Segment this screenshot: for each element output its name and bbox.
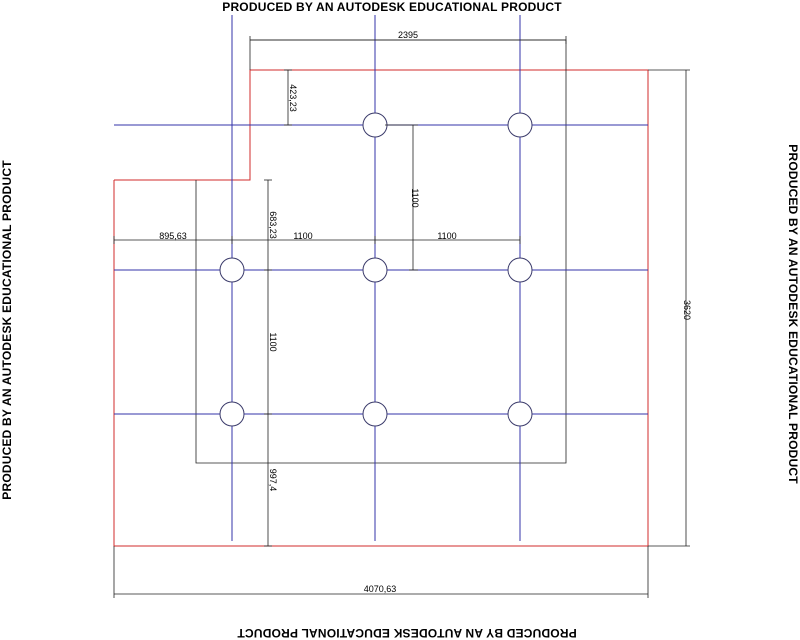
- watermark-bottom: PRODUCED BY AN AUTODESK EDUCATIONAL PRODUCT: [237, 626, 577, 640]
- dim-label-1100-a: 1100: [293, 231, 313, 241]
- dim-top-width: [250, 30, 566, 70]
- dim-label-1100-b: 1100: [437, 231, 457, 241]
- hole-8: [508, 402, 532, 426]
- dim-label-895: 895,63: [159, 231, 187, 241]
- dim-total-width: [114, 546, 648, 598]
- dim-label-4070: 4070,63: [363, 584, 397, 594]
- dim-label-1100-upper: 1100: [410, 188, 420, 208]
- dim-horizontal-row: [114, 231, 520, 244]
- watermark-top: PRODUCED BY AN AUTODESK EDUCATIONAL PRODUCT: [222, 0, 562, 14]
- hole-5: [508, 258, 532, 282]
- dim-bottom-offset: [264, 414, 278, 546]
- hole-2: [508, 113, 532, 137]
- dim-top-offset: [284, 70, 298, 125]
- outline-footprint: [114, 70, 648, 546]
- inner-outline: [196, 40, 566, 463]
- dim-vertical-lower: [264, 270, 278, 414]
- hole-1: [363, 113, 387, 137]
- watermark-right: PRODUCED BY AN AUTODESK EDUCATIONAL PRODUCT: [786, 144, 800, 484]
- dim-label-423: 423,23: [288, 84, 298, 112]
- hole-4: [363, 258, 387, 282]
- hole-3: [220, 258, 244, 282]
- dim-left-step: [264, 180, 278, 270]
- dim-label-683: 683,23: [268, 211, 278, 239]
- hole-6: [220, 402, 244, 426]
- dim-label-1100-lower: 1100: [268, 332, 278, 352]
- hole-7: [363, 402, 387, 426]
- watermark-left: PRODUCED BY AN AUTODESK EDUCATIONAL PRODUCT: [0, 160, 14, 500]
- dim-label-997: 997,4: [268, 468, 278, 492]
- dim-label-2395: 2395: [397, 30, 419, 40]
- dim-vertical-upper: [385, 125, 420, 270]
- dim-label-3620: 3620: [682, 299, 692, 321]
- dim-total-height: [648, 70, 692, 546]
